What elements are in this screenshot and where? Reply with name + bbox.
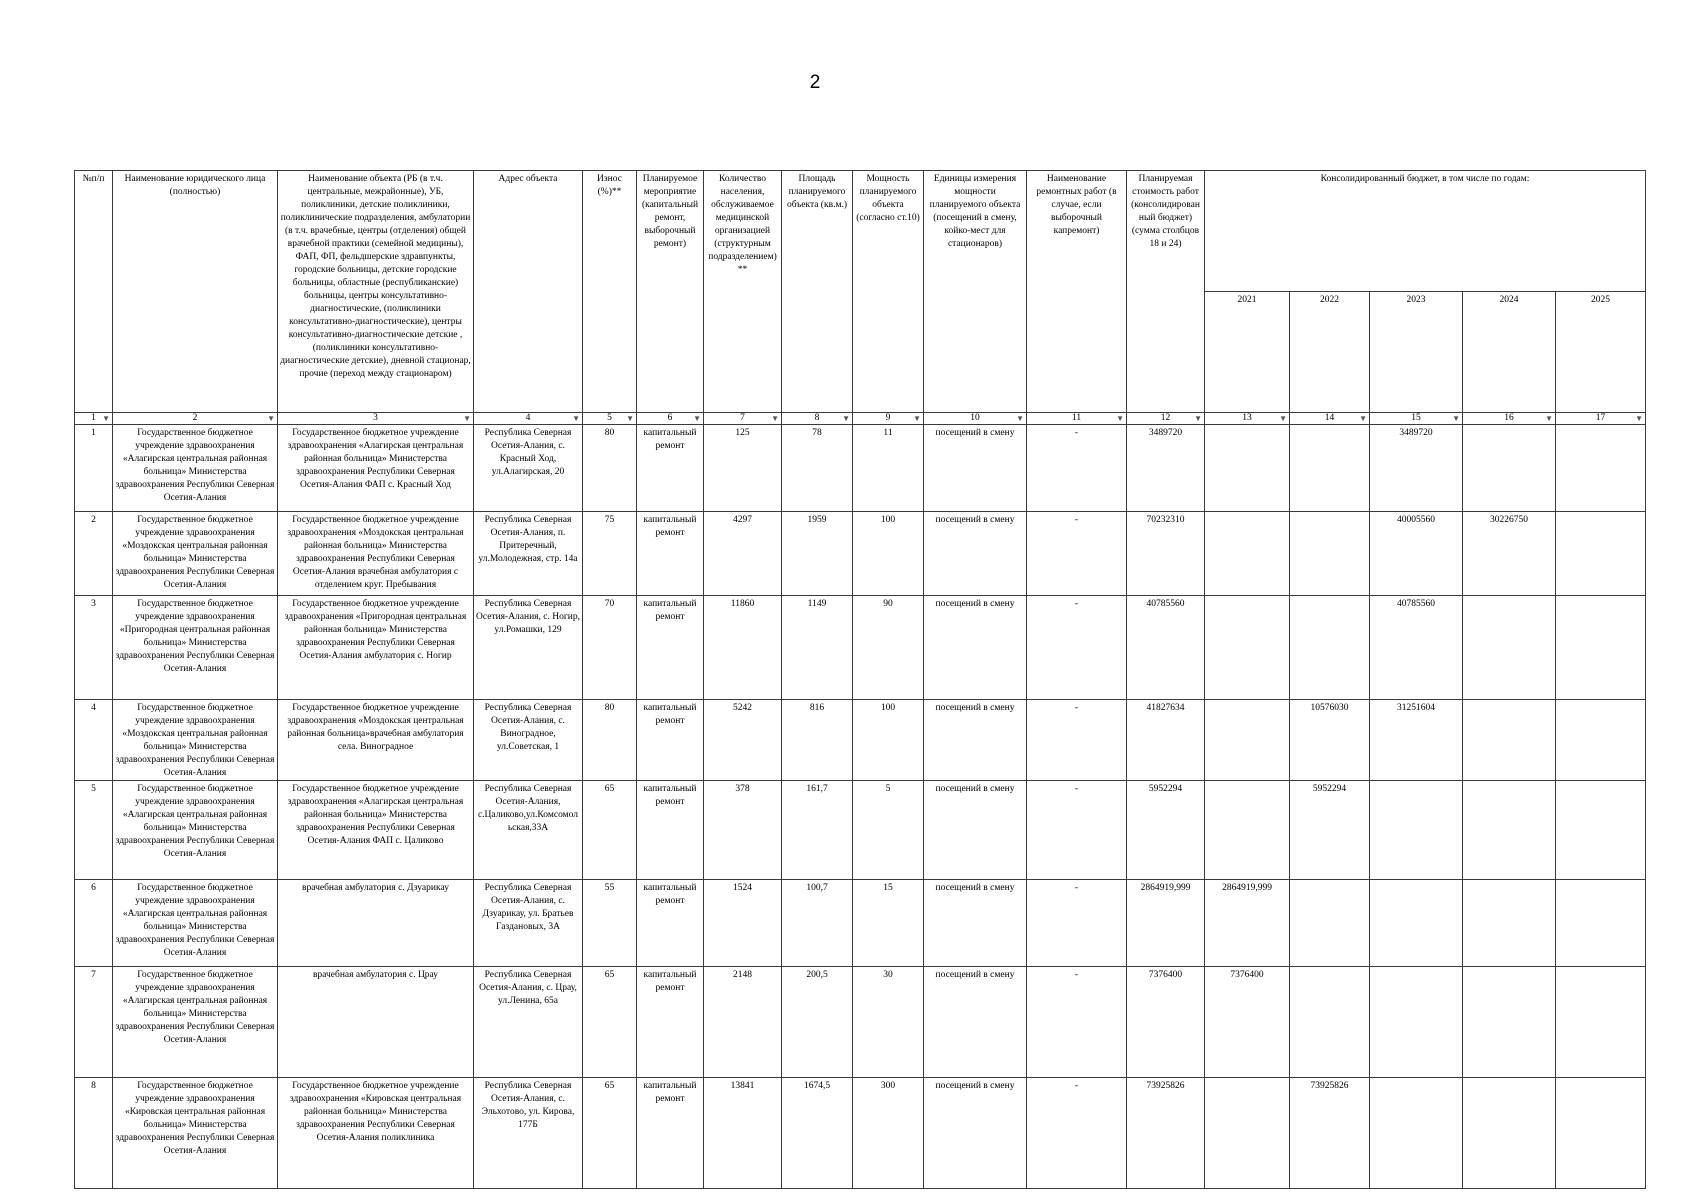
cell-address: Республика Северная Осетия-Алания, п. Притеречный, ул.Молодежная, стр. 14а bbox=[474, 512, 583, 596]
cell-unit: посещений в смену bbox=[924, 700, 1027, 781]
cell-y2024 bbox=[1463, 596, 1556, 700]
cell-population: 125 bbox=[704, 425, 782, 512]
cell-capacity: 300 bbox=[853, 1078, 924, 1189]
cell-works: - bbox=[1027, 596, 1127, 700]
cell-y2024 bbox=[1463, 880, 1556, 967]
cell-address: Республика Северная Осетия-Алания, с. Красный Ход, ул.Алагирская, 20 bbox=[474, 425, 583, 512]
filter-dropdown-icon[interactable]: ▼ bbox=[1279, 414, 1287, 423]
cell-object: Государственное бюджетное учреждение здравоохранения «Моздокская центральная районная больница»врачебная амбулатория села. Виноградное bbox=[278, 700, 474, 781]
filter-dropdown-icon[interactable]: ▼ bbox=[1016, 414, 1024, 423]
cell-address: Республика Северная Осетия-Алания, с. Црау, ул.Ленина, 65а bbox=[474, 967, 583, 1078]
cell-area: 78 bbox=[782, 425, 853, 512]
column-number: 6 bbox=[667, 413, 673, 423]
column-number: 2 bbox=[192, 413, 198, 423]
column-number-row bbox=[75, 413, 1646, 425]
cell-y2023 bbox=[1370, 781, 1463, 880]
filter-dropdown-icon[interactable]: ▼ bbox=[1116, 414, 1124, 423]
col-header-object: Наименование объекта (РБ (в т.ч. центральные, межрайонные), УБ, поликлиники, детские поликлиники, поликлинические подразделения, амбулатории (в т.ч. врачебные, центры (отделения) общей врачебной практики (семейной медицины), ФАП, ФП, фельдшерские здравпункты, городские больницы, детские городские больницы, областные (республиканские) больницы, центры консультативно-диагностические, (поликлиники консультативно-диагностические), центры консультативно-диагностические детские , (поликлиники консультативно-диагностические детские), дневной стационар, прочие (переход между стационаром) bbox=[278, 171, 474, 413]
cell-wear: 80 bbox=[583, 700, 637, 781]
cell-y2025 bbox=[1556, 425, 1646, 512]
cell-unit: посещений в смену bbox=[924, 425, 1027, 512]
cell-unit: посещений в смену bbox=[924, 596, 1027, 700]
cell-population: 5242 bbox=[704, 700, 782, 781]
cell-measure: капитальный ремонт bbox=[637, 425, 704, 512]
column-number-cell bbox=[1290, 413, 1370, 425]
cell-y2021 bbox=[1205, 781, 1290, 880]
cell-n: 5 bbox=[75, 781, 113, 880]
cell-y2021 bbox=[1205, 1078, 1290, 1189]
col-header-works: Наименование ремонтных работ (в случае, если выборочный капремонт) bbox=[1027, 171, 1127, 413]
cell-population: 2148 bbox=[704, 967, 782, 1078]
column-number-cell bbox=[637, 413, 704, 425]
cell-y2021 bbox=[1205, 700, 1290, 781]
cell-area: 1149 bbox=[782, 596, 853, 700]
column-number: 1 bbox=[91, 413, 96, 423]
cell-cost: 5952294 bbox=[1127, 781, 1205, 880]
cell-wear: 65 bbox=[583, 1078, 637, 1189]
cell-y2021: 2864919,999 bbox=[1205, 880, 1290, 967]
cell-y2025 bbox=[1556, 700, 1646, 781]
cell-cost: 70232310 bbox=[1127, 512, 1205, 596]
cell-address: Республика Северная Осетия-Алания, с.Цаликово,ул.Комсомольская,33А bbox=[474, 781, 583, 880]
cell-works: - bbox=[1027, 880, 1127, 967]
filter-dropdown-icon[interactable]: ▼ bbox=[1359, 414, 1367, 423]
cell-measure: капитальный ремонт bbox=[637, 781, 704, 880]
column-number: 7 bbox=[740, 413, 745, 423]
column-number-cell bbox=[782, 413, 853, 425]
column-number-cell bbox=[278, 413, 474, 425]
cell-capacity: 11 bbox=[853, 425, 924, 512]
year-2023: 2023 bbox=[1370, 292, 1463, 413]
cell-wear: 65 bbox=[583, 781, 637, 880]
filter-dropdown-icon[interactable]: ▼ bbox=[771, 414, 779, 423]
cell-y2024 bbox=[1463, 967, 1556, 1078]
filter-dropdown-icon[interactable]: ▼ bbox=[1545, 414, 1553, 423]
cell-y2023 bbox=[1370, 967, 1463, 1078]
cell-population: 4297 bbox=[704, 512, 782, 596]
cell-unit: посещений в смену bbox=[924, 967, 1027, 1078]
col-header-capacity: Мощность планируемого объекта (согласно ст.10) bbox=[853, 171, 924, 413]
col-header-area: Площадь планируемого объекта (кв.м.) bbox=[782, 171, 853, 413]
year-2024: 2024 bbox=[1463, 292, 1556, 413]
cell-area: 816 bbox=[782, 700, 853, 781]
table-row bbox=[75, 880, 1646, 967]
table-row bbox=[75, 596, 1646, 700]
cell-n: 3 bbox=[75, 596, 113, 700]
cell-entity: Государственное бюджетное учреждение здравоохранения «Алагирская центральная районная больница» Министерства здравоохранения Республики Северная Осетия-Алания bbox=[113, 967, 278, 1078]
column-number-cell bbox=[1205, 413, 1290, 425]
cell-y2025 bbox=[1556, 967, 1646, 1078]
cell-y2024 bbox=[1463, 700, 1556, 781]
cell-capacity: 90 bbox=[853, 596, 924, 700]
cell-object: Государственное бюджетное учреждение здравоохранения «Кировская центральная районная больница» Министерства здравоохранения Республики Северная Осетия-Алания поликлиника bbox=[278, 1078, 474, 1189]
cell-population: 11860 bbox=[704, 596, 782, 700]
cell-y2022 bbox=[1290, 596, 1370, 700]
cell-entity: Государственное бюджетное учреждение здравоохранения «Пригородная центральная районная больница» Министерства здравоохранения Республики Северная Осетия-Алания bbox=[113, 596, 278, 700]
cell-y2024 bbox=[1463, 1078, 1556, 1189]
year-2025: 2025 bbox=[1556, 292, 1646, 413]
cell-works: - bbox=[1027, 425, 1127, 512]
col-header-address: Адрес объекта bbox=[474, 171, 583, 413]
table-row bbox=[75, 512, 1646, 596]
cell-y2024 bbox=[1463, 425, 1556, 512]
cell-y2025 bbox=[1556, 512, 1646, 596]
cell-cost: 41827634 bbox=[1127, 700, 1205, 781]
column-number: 3 bbox=[373, 413, 378, 423]
cell-y2023 bbox=[1370, 1078, 1463, 1189]
cell-y2023 bbox=[1370, 880, 1463, 967]
cell-address: Республика Северная Осетия-Алания, с. Ногир, ул.Ромашки, 129 bbox=[474, 596, 583, 700]
column-number-cell bbox=[853, 413, 924, 425]
col-header-measure: Планируемое мероприятие (капитальный ремонт, выборочный ремонт) bbox=[637, 171, 704, 413]
cell-object: врачебная амбулатория с. Црау bbox=[278, 967, 474, 1078]
filter-dropdown-icon[interactable]: ▼ bbox=[913, 414, 921, 423]
column-number: 16 bbox=[1504, 413, 1514, 423]
table-row bbox=[75, 967, 1646, 1078]
filter-dropdown-icon[interactable]: ▼ bbox=[267, 414, 275, 423]
cell-measure: капитальный ремонт bbox=[637, 512, 704, 596]
cell-wear: 75 bbox=[583, 512, 637, 596]
header-row bbox=[75, 171, 1646, 292]
column-number-cell bbox=[1556, 413, 1646, 425]
column-number: 9 bbox=[885, 413, 891, 423]
cell-works: - bbox=[1027, 700, 1127, 781]
cell-cost: 40785560 bbox=[1127, 596, 1205, 700]
table-row bbox=[75, 781, 1646, 880]
column-number-cell bbox=[1370, 413, 1463, 425]
cell-unit: посещений в смену bbox=[924, 781, 1027, 880]
cell-area: 1674,5 bbox=[782, 1078, 853, 1189]
cell-population: 13841 bbox=[704, 1078, 782, 1189]
table-row bbox=[75, 1078, 1646, 1189]
cell-entity: Государственное бюджетное учреждение здравоохранения «Алагирская центральная районная больница» Министерства здравоохранения Республики Северная Осетия-Алания bbox=[113, 781, 278, 880]
cell-measure: капитальный ремонт bbox=[637, 596, 704, 700]
cell-n: 7 bbox=[75, 967, 113, 1078]
cell-y2022: 10576030 bbox=[1290, 700, 1370, 781]
cell-unit: посещений в смену bbox=[924, 512, 1027, 596]
column-number-cell bbox=[1127, 413, 1205, 425]
cell-works: - bbox=[1027, 512, 1127, 596]
cell-capacity: 5 bbox=[853, 781, 924, 880]
column-number-cell bbox=[924, 413, 1027, 425]
cell-n: 2 bbox=[75, 512, 113, 596]
column-number-cell bbox=[1027, 413, 1127, 425]
cell-y2025 bbox=[1556, 596, 1646, 700]
cell-cost: 2864919,999 bbox=[1127, 880, 1205, 967]
cell-object: Государственное бюджетное учреждение здравоохранения «Пригородная центральная районная больница» Министерства здравоохранения Республики Северная Осетия-Алания амбулатория с. Ногир bbox=[278, 596, 474, 700]
cell-y2025 bbox=[1556, 781, 1646, 880]
cell-cost: 7376400 bbox=[1127, 967, 1205, 1078]
cell-y2023: 40785560 bbox=[1370, 596, 1463, 700]
filter-dropdown-icon[interactable]: ▼ bbox=[1194, 414, 1202, 423]
cell-wear: 70 bbox=[583, 596, 637, 700]
column-number-cell bbox=[704, 413, 782, 425]
col-header-cost: Планируемая стоимость работ (консолидированный бюджет) (сумма столбцов 18 и 24) bbox=[1127, 171, 1205, 413]
column-number: 4 bbox=[525, 413, 531, 423]
column-number: 14 bbox=[1324, 413, 1335, 423]
cell-n: 8 bbox=[75, 1078, 113, 1189]
cell-y2022 bbox=[1290, 512, 1370, 596]
cell-capacity: 100 bbox=[853, 512, 924, 596]
cell-area: 161,7 bbox=[782, 781, 853, 880]
cell-object: Государственное бюджетное учреждение здравоохранения «Алагирская центральная районная больница» Министерства здравоохранения Республики Северная Осетия-Алания ФАП с. Цаликово bbox=[278, 781, 474, 880]
capital-repair-table bbox=[74, 170, 1646, 1189]
column-number: 11 bbox=[1071, 413, 1082, 423]
cell-capacity: 30 bbox=[853, 967, 924, 1078]
cell-address: Республика Северная Осетия-Алания, с. Виноградное, ул.Советская, 1 bbox=[474, 700, 583, 781]
cell-y2023: 31251604 bbox=[1370, 700, 1463, 781]
page-number: 2 bbox=[809, 72, 821, 93]
filter-dropdown-icon[interactable]: ▼ bbox=[1635, 414, 1644, 423]
cell-entity: Государственное бюджетное учреждение здравоохранения «Алагирская центральная районная больница» Министерства здравоохранения Республики Северная Осетия-Алания bbox=[113, 425, 278, 512]
filter-dropdown-icon[interactable]: ▼ bbox=[572, 414, 580, 423]
filter-dropdown-icon[interactable]: ▼ bbox=[1452, 414, 1460, 423]
cell-measure: капитальный ремонт bbox=[637, 1078, 704, 1189]
cell-area: 200,5 bbox=[782, 967, 853, 1078]
cell-measure: капитальный ремонт bbox=[637, 967, 704, 1078]
cell-works: - bbox=[1027, 781, 1127, 880]
column-number: 8 bbox=[814, 413, 820, 423]
filter-dropdown-icon[interactable]: ▼ bbox=[842, 414, 850, 423]
cell-y2024: 30226750 bbox=[1463, 512, 1556, 596]
year-2022: 2022 bbox=[1290, 292, 1370, 413]
cell-y2022 bbox=[1290, 425, 1370, 512]
table-row bbox=[75, 425, 1646, 512]
cell-y2021 bbox=[1205, 512, 1290, 596]
cell-object: Государственное бюджетное учреждение здравоохранения «Моздокская центральная районная больница» Министерства здравоохранения Республики Северная Осетия-Алания врачебная амбулатория с отделением круг. Пребывания bbox=[278, 512, 474, 596]
column-number: 13 bbox=[1242, 413, 1252, 423]
cell-wear: 55 bbox=[583, 880, 637, 967]
cell-unit: посещений в смену bbox=[924, 880, 1027, 967]
cell-y2022 bbox=[1290, 967, 1370, 1078]
cell-y2022: 5952294 bbox=[1290, 781, 1370, 880]
col-header-entity: Наименование юридического лица (полностью) bbox=[113, 171, 278, 413]
cell-measure: капитальный ремонт bbox=[637, 880, 704, 967]
cell-y2022 bbox=[1290, 880, 1370, 967]
filter-dropdown-icon[interactable]: ▼ bbox=[693, 414, 701, 423]
cell-wear: 80 bbox=[583, 425, 637, 512]
column-number: 5 bbox=[607, 413, 612, 423]
cell-entity: Государственное бюджетное учреждение здравоохранения «Моздокская центральная районная больница» Министерства здравоохранения Республики Северная Осетия-Алания bbox=[113, 512, 278, 596]
cell-area: 100,7 bbox=[782, 880, 853, 967]
filter-dropdown-icon[interactable]: ▼ bbox=[102, 414, 110, 423]
cell-n: 4 bbox=[75, 700, 113, 781]
column-number-cell bbox=[1463, 413, 1556, 425]
filter-dropdown-icon[interactable]: ▼ bbox=[463, 414, 471, 423]
filter-dropdown-icon[interactable]: ▼ bbox=[626, 414, 634, 423]
cell-unit: посещений в смену bbox=[924, 1078, 1027, 1189]
cell-object: Государственное бюджетное учреждение здравоохранения «Алагирская центральная районная больница» Министерства здравоохранения Республики Северная Осетия-Алания ФАП с. Красный Ход bbox=[278, 425, 474, 512]
cell-n: 1 bbox=[75, 425, 113, 512]
cell-y2025 bbox=[1556, 880, 1646, 967]
cell-works: - bbox=[1027, 967, 1127, 1078]
cell-measure: капитальный ремонт bbox=[637, 700, 704, 781]
cell-works: - bbox=[1027, 1078, 1127, 1189]
cell-y2025 bbox=[1556, 1078, 1646, 1189]
cell-y2021 bbox=[1205, 425, 1290, 512]
cell-y2023: 40005560 bbox=[1370, 512, 1463, 596]
col-header-wear: Износ (%)** bbox=[583, 171, 637, 413]
cell-y2021: 7376400 bbox=[1205, 967, 1290, 1078]
column-number: 15 bbox=[1411, 413, 1421, 423]
cell-capacity: 100 bbox=[853, 700, 924, 781]
cell-population: 1524 bbox=[704, 880, 782, 967]
cell-y2022: 73925826 bbox=[1290, 1078, 1370, 1189]
cell-cost: 3489720 bbox=[1127, 425, 1205, 512]
cell-address: Республика Северная Осетия-Алания, с. Эльхотово, ул. Кирова, 177Б bbox=[474, 1078, 583, 1189]
column-number: 12 bbox=[1160, 413, 1171, 423]
column-number-cell bbox=[583, 413, 637, 425]
column-number: 17 bbox=[1595, 413, 1606, 423]
cell-y2024 bbox=[1463, 781, 1556, 880]
cell-y2021 bbox=[1205, 596, 1290, 700]
cell-object: врачебная амбулатория с. Дзуарикау bbox=[278, 880, 474, 967]
column-number-cell bbox=[113, 413, 278, 425]
cell-capacity: 15 bbox=[853, 880, 924, 967]
cell-wear: 65 bbox=[583, 967, 637, 1078]
col-header-num: №п/п bbox=[75, 171, 113, 413]
cell-area: 1959 bbox=[782, 512, 853, 596]
year-2021: 2021 bbox=[1205, 292, 1290, 413]
column-number-cell bbox=[474, 413, 583, 425]
cell-address: Республика Северная Осетия-Алания, с. Дзуарикау, ул. Братьев Газдановых, 3А bbox=[474, 880, 583, 967]
cell-population: 378 bbox=[704, 781, 782, 880]
cell-entity: Государственное бюджетное учреждение здравоохранения «Моздокская центральная районная больница» Министерства здравоохранения Республики Северная Осетия-Алания bbox=[113, 700, 278, 781]
col-header-unit: Единицы измерения мощности планируемого объекта (посещений в смену, койко-мест для стационаров) bbox=[924, 171, 1027, 413]
table-row bbox=[75, 700, 1646, 781]
column-number-cell bbox=[75, 413, 113, 425]
cell-cost: 73925826 bbox=[1127, 1078, 1205, 1189]
col-header-population: Количество населения, обслуживаемое медицинской организацией (структурным подразделением)** bbox=[704, 171, 782, 413]
col-header-budget: Консолидированный бюджет, в том числе по годам: bbox=[1205, 171, 1646, 292]
column-number: 10 bbox=[970, 413, 980, 423]
cell-n: 6 bbox=[75, 880, 113, 967]
cell-entity: Государственное бюджетное учреждение здравоохранения «Кировская центральная районная больница» Министерства здравоохранения Республики Северная Осетия-Алания bbox=[113, 1078, 278, 1189]
cell-entity: Государственное бюджетное учреждение здравоохранения «Алагирская центральная районная больница» Министерства здравоохранения Республики Северная Осетия-Алания bbox=[113, 880, 278, 967]
cell-y2023: 3489720 bbox=[1370, 425, 1463, 512]
